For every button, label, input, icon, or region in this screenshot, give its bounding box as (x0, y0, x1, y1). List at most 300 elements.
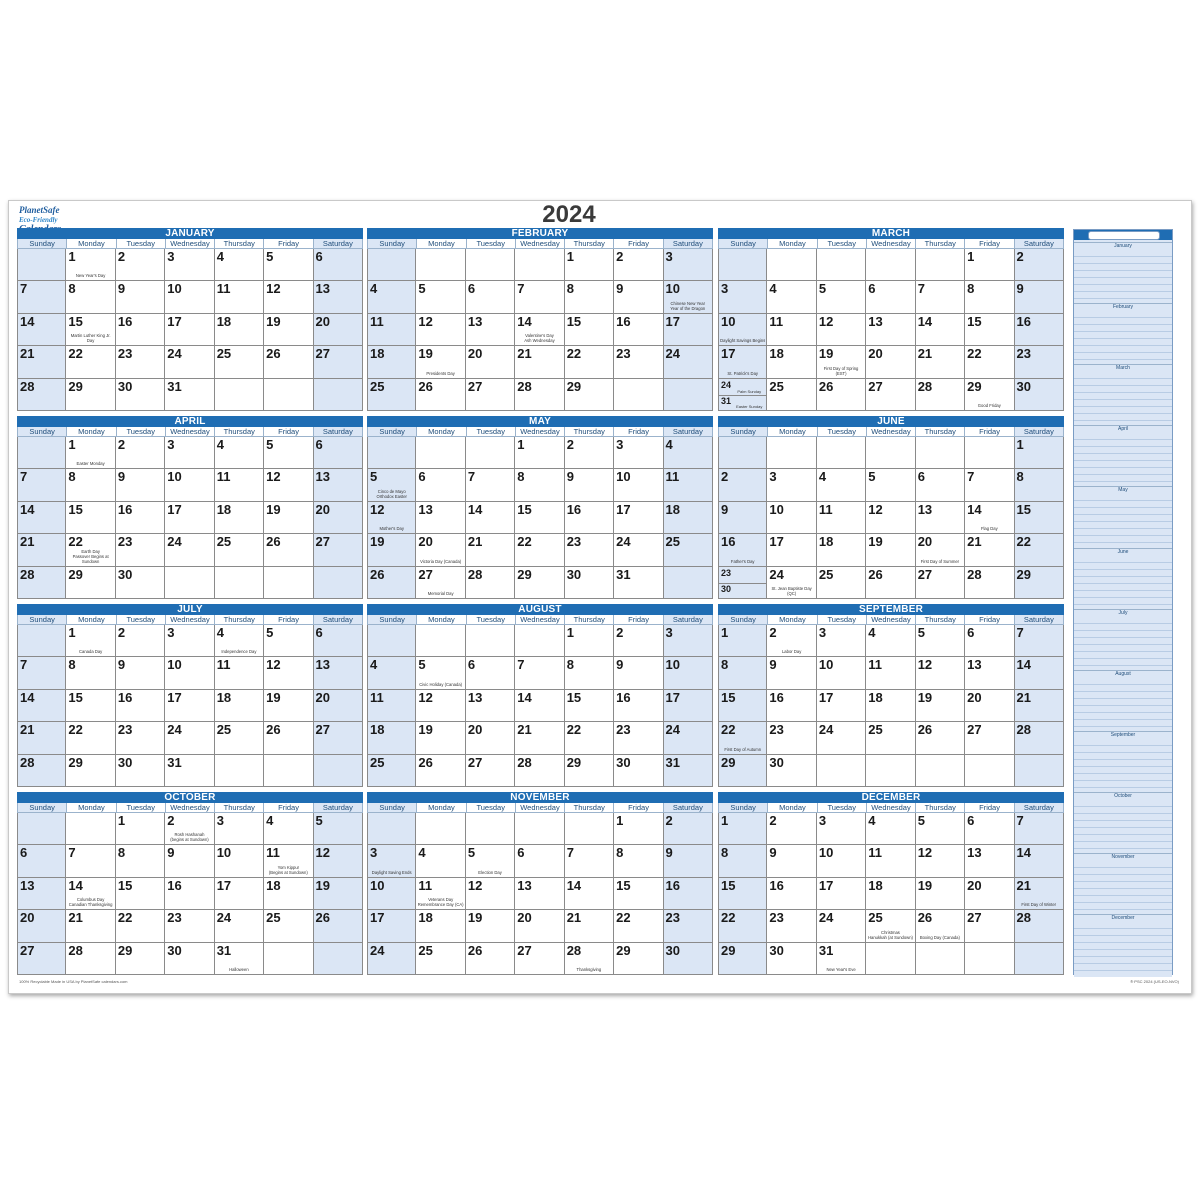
day-cell[interactable] (1015, 813, 1064, 845)
day-cell[interactable] (565, 502, 614, 534)
day-cell[interactable] (916, 469, 965, 501)
day-cell[interactable] (614, 845, 663, 877)
day-cell[interactable] (416, 813, 465, 845)
day-cell[interactable] (116, 910, 165, 942)
day-cell[interactable] (965, 813, 1014, 845)
day-cell[interactable] (515, 281, 564, 313)
day-cell[interactable] (664, 845, 713, 877)
day-cell[interactable] (916, 943, 965, 975)
day-cell[interactable] (767, 910, 816, 942)
day-cell[interactable] (515, 910, 564, 942)
day-cell[interactable] (866, 722, 915, 754)
day-cell[interactable] (165, 657, 214, 689)
day-cell[interactable] (866, 379, 915, 411)
day-cell[interactable] (515, 502, 564, 534)
day-cell[interactable] (866, 567, 915, 599)
day-cell[interactable] (965, 379, 1014, 411)
day-cell[interactable] (165, 346, 214, 378)
day-cell[interactable] (17, 625, 66, 657)
day-cell[interactable] (614, 314, 663, 346)
day-cell[interactable] (1015, 346, 1064, 378)
day-cell[interactable] (965, 943, 1014, 975)
day-cell[interactable] (466, 657, 515, 689)
side-notes-march[interactable] (1074, 364, 1172, 427)
day-cell[interactable] (664, 379, 713, 411)
day-cell[interactable] (165, 281, 214, 313)
day-cell[interactable] (1015, 722, 1064, 754)
day-cell[interactable] (367, 910, 416, 942)
day-cell[interactable] (215, 379, 264, 411)
day-cell[interactable] (264, 755, 313, 787)
day-cell[interactable] (416, 567, 465, 599)
day-cell[interactable] (215, 845, 264, 877)
day-cell[interactable] (664, 469, 713, 501)
day-cell[interactable] (866, 878, 915, 910)
day-cell[interactable] (466, 346, 515, 378)
day-cell[interactable] (466, 567, 515, 599)
side-notes-january[interactable] (1074, 242, 1172, 305)
day-cell[interactable] (264, 690, 313, 722)
day-cell[interactable] (116, 314, 165, 346)
day-cell[interactable] (116, 567, 165, 599)
day-cell[interactable] (367, 845, 416, 877)
side-notes-october[interactable] (1074, 792, 1172, 855)
day-cell[interactable] (767, 502, 816, 534)
day-cell[interactable] (817, 567, 866, 599)
day-cell[interactable] (718, 755, 767, 787)
day-cell[interactable] (565, 625, 614, 657)
day-cell[interactable] (466, 281, 515, 313)
day-cell[interactable] (916, 249, 965, 281)
day-cell[interactable] (965, 625, 1014, 657)
day-cell[interactable] (916, 534, 965, 566)
day-cell[interactable] (664, 567, 713, 599)
day-cell[interactable] (416, 379, 465, 411)
day-cell[interactable] (116, 657, 165, 689)
day-cell[interactable] (565, 469, 614, 501)
day-cell[interactable] (66, 567, 115, 599)
day-cell[interactable] (215, 346, 264, 378)
day-cell[interactable] (718, 346, 767, 378)
day-cell[interactable] (466, 722, 515, 754)
day-cell[interactable] (17, 755, 66, 787)
side-notes-november[interactable] (1074, 853, 1172, 916)
day-cell[interactable] (767, 943, 816, 975)
day-cell[interactable] (264, 437, 313, 469)
day-cell[interactable] (314, 281, 363, 313)
day-cell[interactable] (565, 534, 614, 566)
day-cell[interactable] (116, 755, 165, 787)
day-cell[interactable] (215, 657, 264, 689)
day-cell[interactable] (314, 379, 363, 411)
day-cell[interactable] (515, 813, 564, 845)
day-cell[interactable] (767, 314, 816, 346)
day-cell[interactable] (817, 690, 866, 722)
day-cell[interactable] (116, 722, 165, 754)
day-cell[interactable] (416, 690, 465, 722)
day-cell[interactable] (215, 625, 264, 657)
day-cell[interactable] (1015, 625, 1064, 657)
day-cell[interactable] (466, 625, 515, 657)
day-cell[interactable] (916, 910, 965, 942)
day-cell[interactable] (965, 657, 1014, 689)
day-cell[interactable] (866, 502, 915, 534)
side-notes-july[interactable] (1074, 609, 1172, 672)
day-cell[interactable] (767, 690, 816, 722)
day-cell[interactable] (17, 534, 66, 566)
day-cell[interactable] (466, 910, 515, 942)
day-cell[interactable] (116, 813, 165, 845)
day-cell[interactable] (515, 943, 564, 975)
day-cell[interactable] (965, 502, 1014, 534)
day-cell[interactable] (66, 625, 115, 657)
day-cell[interactable] (264, 281, 313, 313)
day-cell[interactable] (614, 469, 663, 501)
day-cell[interactable] (515, 346, 564, 378)
day-cell[interactable] (17, 346, 66, 378)
day-cell[interactable] (314, 625, 363, 657)
day-cell[interactable] (165, 625, 214, 657)
day-cell[interactable] (916, 845, 965, 877)
day-cell[interactable] (66, 755, 115, 787)
day-cell[interactable] (767, 625, 816, 657)
day-cell[interactable] (614, 943, 663, 975)
day-cell[interactable] (565, 437, 614, 469)
day-cell[interactable] (116, 502, 165, 534)
day-cell[interactable] (767, 722, 816, 754)
day-cell[interactable] (817, 249, 866, 281)
day-cell[interactable] (466, 943, 515, 975)
day-cell[interactable] (416, 437, 465, 469)
day-cell[interactable] (817, 878, 866, 910)
day-cell[interactable] (314, 878, 363, 910)
day-cell[interactable] (17, 281, 66, 313)
day-cell[interactable] (165, 690, 214, 722)
day-cell[interactable] (264, 379, 313, 411)
day-cell[interactable] (215, 249, 264, 281)
day-cell[interactable] (916, 437, 965, 469)
side-notes-august[interactable] (1074, 670, 1172, 733)
day-cell[interactable] (866, 755, 915, 787)
day-cell[interactable] (264, 346, 313, 378)
side-notes-may[interactable] (1074, 486, 1172, 549)
day-cell[interactable] (165, 878, 214, 910)
day-cell[interactable] (614, 878, 663, 910)
day-cell[interactable] (314, 722, 363, 754)
day-cell[interactable] (215, 910, 264, 942)
day-cell[interactable] (767, 567, 816, 599)
day-cell[interactable] (614, 379, 663, 411)
day-cell[interactable] (17, 437, 66, 469)
day-cell[interactable] (866, 281, 915, 313)
day-cell[interactable] (66, 813, 115, 845)
day-cell[interactable] (367, 249, 416, 281)
day-cell[interactable] (767, 534, 816, 566)
day-cell[interactable] (264, 910, 313, 942)
day-cell[interactable] (215, 878, 264, 910)
day-cell[interactable] (466, 878, 515, 910)
day-cell[interactable] (718, 534, 767, 566)
day-cell[interactable] (565, 314, 614, 346)
day-cell[interactable] (17, 910, 66, 942)
side-notes-february[interactable] (1074, 303, 1172, 366)
day-cell[interactable] (515, 469, 564, 501)
day-cell[interactable] (367, 567, 416, 599)
day-cell[interactable] (767, 755, 816, 787)
day-cell[interactable] (965, 346, 1014, 378)
day-cell[interactable] (1015, 845, 1064, 877)
day-cell[interactable] (614, 755, 663, 787)
day-cell[interactable] (66, 469, 115, 501)
day-cell[interactable] (66, 281, 115, 313)
day-cell[interactable] (916, 878, 965, 910)
day-cell[interactable] (314, 690, 363, 722)
day-cell[interactable] (718, 878, 767, 910)
day-cell[interactable] (866, 534, 915, 566)
day-cell[interactable] (767, 845, 816, 877)
day-cell[interactable] (116, 469, 165, 501)
day-cell[interactable] (314, 534, 363, 566)
day-cell[interactable] (515, 314, 564, 346)
day-cell[interactable] (614, 657, 663, 689)
day-cell[interactable] (466, 469, 515, 501)
day-cell[interactable] (718, 845, 767, 877)
day-cell[interactable] (17, 878, 66, 910)
day-cell[interactable] (66, 722, 115, 754)
day-cell[interactable] (565, 878, 614, 910)
day-cell[interactable] (664, 281, 713, 313)
day-cell[interactable] (515, 625, 564, 657)
day-cell[interactable] (515, 249, 564, 281)
day-cell[interactable] (965, 281, 1014, 313)
day-cell[interactable] (767, 469, 816, 501)
day-cell[interactable] (965, 878, 1014, 910)
day-cell[interactable] (165, 379, 214, 411)
day-cell[interactable] (817, 943, 866, 975)
day-cell[interactable] (367, 281, 416, 313)
day-cell[interactable] (314, 657, 363, 689)
day-cell[interactable] (66, 910, 115, 942)
day-cell[interactable] (314, 346, 363, 378)
day-cell[interactable] (165, 755, 214, 787)
day-cell[interactable] (767, 281, 816, 313)
day-cell[interactable] (515, 722, 564, 754)
day-cell[interactable] (1015, 469, 1064, 501)
day-cell[interactable] (466, 845, 515, 877)
day-cell[interactable] (215, 755, 264, 787)
day-cell[interactable] (866, 690, 915, 722)
day-cell[interactable] (866, 910, 915, 942)
day-cell[interactable] (1015, 249, 1064, 281)
day-cell[interactable] (314, 567, 363, 599)
day-cell[interactable] (215, 813, 264, 845)
day-cell[interactable] (565, 722, 614, 754)
day-cell[interactable] (116, 249, 165, 281)
day-cell[interactable] (66, 943, 115, 975)
day-cell[interactable] (17, 845, 66, 877)
day-cell[interactable] (565, 690, 614, 722)
day-cell[interactable] (965, 567, 1014, 599)
day-cell[interactable] (614, 281, 663, 313)
day-cell[interactable] (1015, 657, 1064, 689)
day-cell[interactable] (565, 845, 614, 877)
day-cell[interactable] (767, 437, 816, 469)
day-cell[interactable] (916, 755, 965, 787)
side-notes-december[interactable] (1074, 914, 1172, 977)
day-cell[interactable] (466, 314, 515, 346)
day-cell[interactable] (718, 502, 767, 534)
day-cell[interactable] (965, 534, 1014, 566)
day-cell[interactable] (165, 722, 214, 754)
day-cell[interactable] (664, 625, 713, 657)
day-cell[interactable] (66, 690, 115, 722)
day-cell[interactable] (116, 625, 165, 657)
day-cell[interactable] (17, 469, 66, 501)
day-cell[interactable] (116, 379, 165, 411)
day-cell[interactable] (515, 657, 564, 689)
day-cell[interactable] (565, 657, 614, 689)
day-cell[interactable] (817, 845, 866, 877)
day-cell[interactable] (264, 534, 313, 566)
day-cell[interactable] (565, 346, 614, 378)
day-cell[interactable] (767, 346, 816, 378)
day-cell[interactable] (215, 469, 264, 501)
side-notes-april[interactable] (1074, 425, 1172, 488)
side-notes-june[interactable] (1074, 548, 1172, 611)
day-cell[interactable] (817, 379, 866, 411)
day-cell[interactable] (866, 437, 915, 469)
day-cell[interactable] (515, 690, 564, 722)
day-cell[interactable] (264, 813, 313, 845)
day-cell[interactable] (664, 813, 713, 845)
day-cell[interactable] (664, 346, 713, 378)
day-cell[interactable] (165, 437, 214, 469)
day-cell[interactable] (916, 657, 965, 689)
day-cell[interactable] (515, 437, 564, 469)
day-cell[interactable] (817, 281, 866, 313)
day-cell[interactable] (165, 314, 214, 346)
day-cell[interactable] (416, 534, 465, 566)
day-cell[interactable] (817, 910, 866, 942)
day-cell[interactable] (916, 502, 965, 534)
day-cell[interactable] (718, 567, 767, 599)
day-cell[interactable] (565, 249, 614, 281)
day-cell[interactable] (1015, 755, 1064, 787)
day-cell[interactable] (416, 722, 465, 754)
day-cell[interactable] (614, 722, 663, 754)
day-cell[interactable] (664, 755, 713, 787)
day-cell[interactable] (367, 502, 416, 534)
day-cell[interactable] (314, 437, 363, 469)
day-cell[interactable] (416, 249, 465, 281)
day-cell[interactable] (1015, 690, 1064, 722)
day-cell[interactable] (215, 567, 264, 599)
day-cell[interactable] (466, 502, 515, 534)
day-cell[interactable] (466, 437, 515, 469)
day-cell[interactable] (264, 845, 313, 877)
day-cell[interactable] (17, 567, 66, 599)
day-cell[interactable] (565, 910, 614, 942)
day-cell[interactable] (718, 249, 767, 281)
day-cell[interactable] (367, 437, 416, 469)
day-cell[interactable] (1015, 534, 1064, 566)
day-cell[interactable] (664, 502, 713, 534)
day-cell[interactable] (1015, 567, 1064, 599)
day-cell[interactable] (965, 437, 1014, 469)
day-cell[interactable] (165, 943, 214, 975)
day-cell[interactable] (515, 878, 564, 910)
day-cell[interactable] (718, 910, 767, 942)
day-cell[interactable] (866, 657, 915, 689)
day-cell[interactable] (515, 845, 564, 877)
day-cell[interactable] (66, 379, 115, 411)
day-cell[interactable] (116, 878, 165, 910)
day-cell[interactable] (416, 845, 465, 877)
day-cell[interactable] (264, 314, 313, 346)
day-cell[interactable] (1015, 379, 1064, 411)
day-cell[interactable] (664, 657, 713, 689)
day-cell[interactable] (817, 502, 866, 534)
day-cell[interactable] (215, 502, 264, 534)
day-cell[interactable] (165, 567, 214, 599)
day-cell[interactable] (367, 379, 416, 411)
day-cell[interactable] (866, 625, 915, 657)
day-cell[interactable] (916, 281, 965, 313)
day-cell[interactable] (466, 379, 515, 411)
day-cell[interactable] (817, 722, 866, 754)
day-cell[interactable] (614, 437, 663, 469)
day-cell[interactable] (718, 625, 767, 657)
day-cell[interactable] (718, 469, 767, 501)
day-cell[interactable] (314, 755, 363, 787)
day-cell[interactable] (965, 690, 1014, 722)
day-cell[interactable] (614, 567, 663, 599)
day-cell[interactable] (264, 943, 313, 975)
day-cell[interactable] (416, 502, 465, 534)
day-cell[interactable] (264, 657, 313, 689)
day-cell[interactable] (718, 690, 767, 722)
day-cell[interactable] (664, 910, 713, 942)
day-cell[interactable] (17, 314, 66, 346)
day-cell[interactable] (367, 813, 416, 845)
day-cell[interactable] (817, 437, 866, 469)
day-cell[interactable] (116, 534, 165, 566)
day-cell[interactable] (515, 379, 564, 411)
day-cell[interactable] (165, 534, 214, 566)
day-cell[interactable] (565, 567, 614, 599)
day-cell[interactable] (367, 943, 416, 975)
day-cell[interactable] (165, 813, 214, 845)
day-cell[interactable] (817, 314, 866, 346)
day-cell[interactable] (817, 813, 866, 845)
day-cell[interactable] (515, 755, 564, 787)
day-cell[interactable] (367, 534, 416, 566)
day-cell[interactable] (314, 813, 363, 845)
day-cell[interactable] (767, 813, 816, 845)
day-cell[interactable] (817, 625, 866, 657)
day-cell[interactable] (614, 249, 663, 281)
day-cell[interactable] (165, 502, 214, 534)
day-cell[interactable] (866, 943, 915, 975)
day-cell[interactable] (817, 346, 866, 378)
day-cell[interactable] (416, 625, 465, 657)
day-cell[interactable] (165, 845, 214, 877)
day-cell[interactable] (614, 502, 663, 534)
day-cell[interactable] (664, 878, 713, 910)
day-cell[interactable] (215, 437, 264, 469)
day-cell[interactable] (314, 910, 363, 942)
day-cell[interactable] (215, 314, 264, 346)
